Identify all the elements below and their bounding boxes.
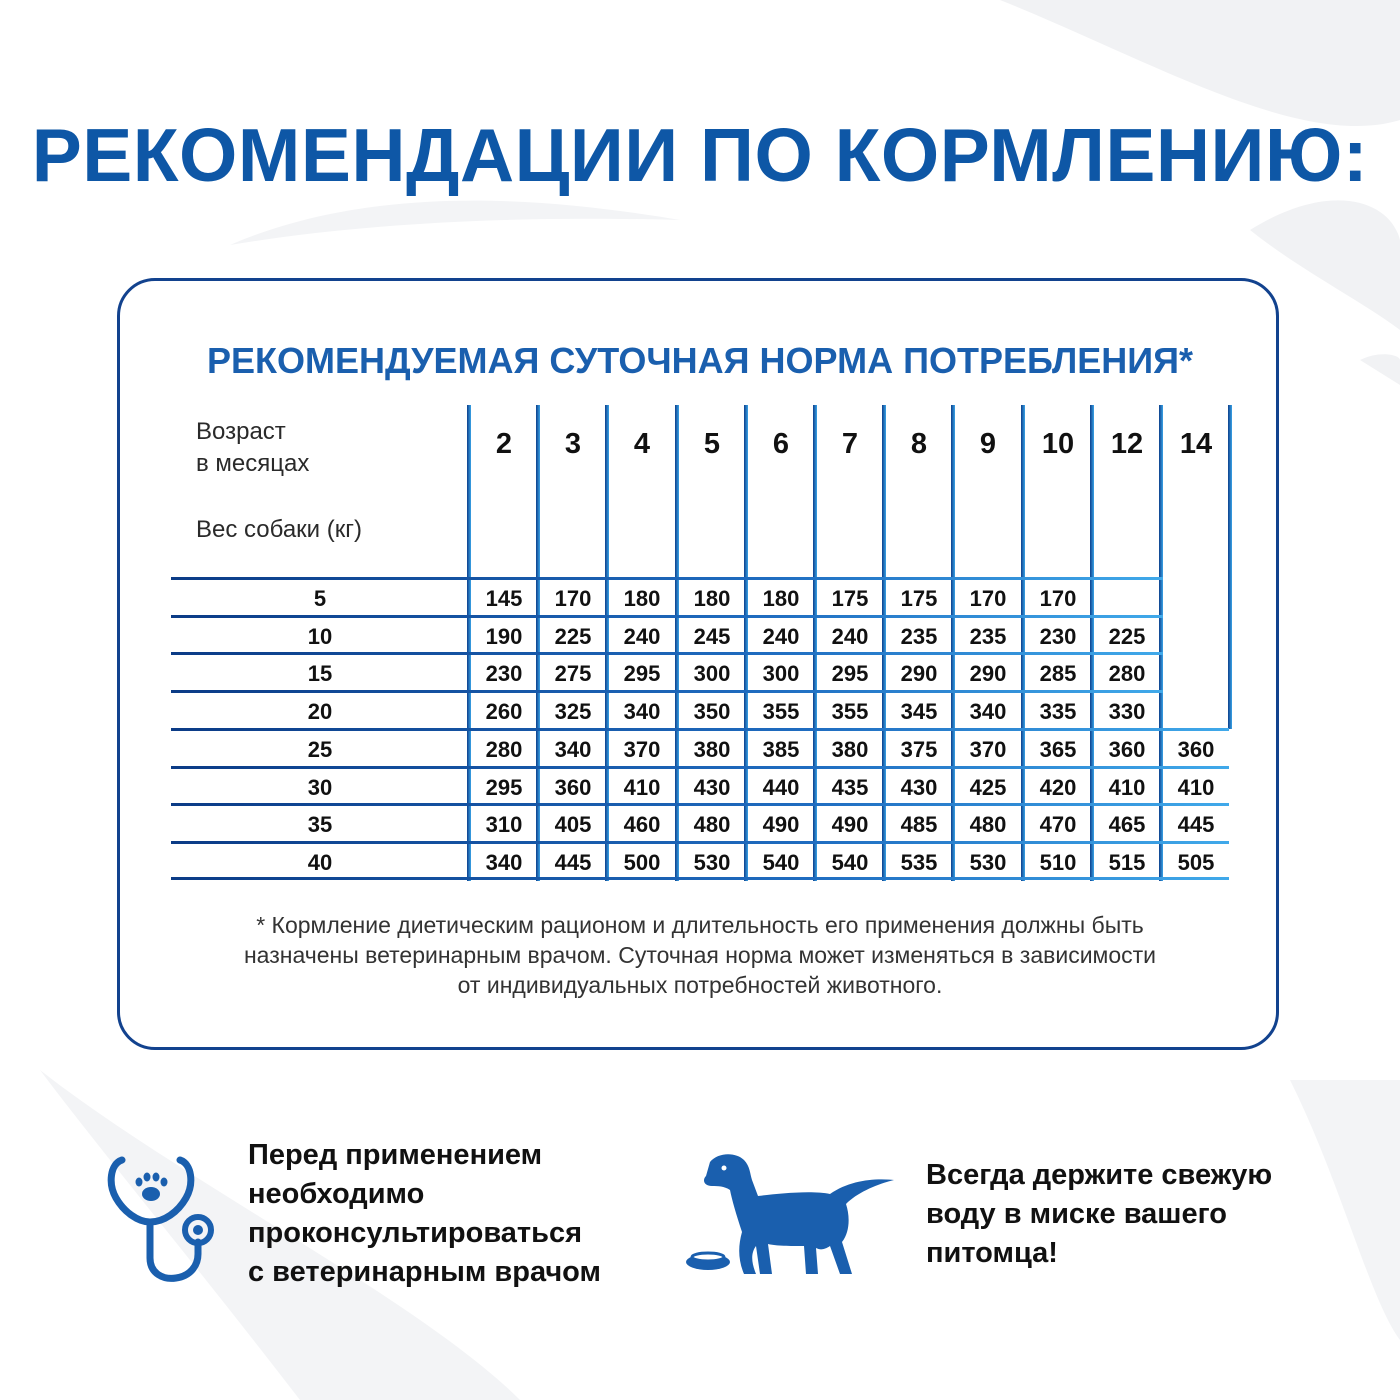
value-cell: 245	[693, 624, 731, 649]
age-header: 6	[772, 428, 790, 460]
value-cell: 440	[762, 775, 800, 800]
stethoscope-paw-icon	[104, 1150, 224, 1285]
page-title: РЕКОМЕНДАЦИИ ПО КОРМЛЕНИЮ:	[31, 113, 1369, 197]
row-divider	[171, 766, 1229, 769]
value-cell: 180	[762, 586, 800, 611]
row-divider	[171, 728, 1229, 731]
value-cell: 235	[969, 624, 1007, 649]
weight-cell: 40	[307, 850, 333, 875]
value-cell: 290	[900, 661, 938, 686]
value-cell: 480	[969, 812, 1007, 837]
vet-note-line: проконсультироваться	[248, 1217, 582, 1249]
dog-with-bowl-icon	[680, 1150, 900, 1280]
value-cell: 370	[623, 737, 661, 762]
value-cell: 170	[554, 586, 592, 611]
value-cell: 365	[1039, 737, 1077, 762]
value-cell: 540	[831, 850, 869, 875]
value-cell: 145	[485, 586, 523, 611]
age-header: 10	[1041, 428, 1075, 460]
value-cell: 240	[831, 624, 869, 649]
value-cell: 345	[900, 699, 938, 724]
age-header: 5	[703, 428, 721, 460]
value-cell: 410	[1108, 775, 1146, 800]
value-cell: 175	[831, 586, 869, 611]
value-cell: 385	[762, 737, 800, 762]
age-header: 12	[1110, 428, 1144, 460]
value-cell: 190	[485, 624, 523, 649]
value-cell: 325	[554, 699, 592, 724]
value-cell: 280	[1108, 661, 1146, 686]
value-cell: 370	[969, 737, 1007, 762]
footnote	[150, 910, 1250, 1000]
age-header: 7	[841, 428, 859, 460]
value-cell: 460	[623, 812, 661, 837]
weight-cell: 10	[307, 624, 333, 649]
age-header: 4	[633, 428, 651, 460]
vet-consult-note	[248, 1136, 601, 1292]
weight-cell: 5	[313, 586, 327, 611]
vet-note-line: необходимо	[248, 1178, 425, 1210]
value-cell: 170	[969, 586, 1007, 611]
value-cell: 170	[1039, 586, 1077, 611]
weight-label: Вес собаки (кг)	[196, 516, 362, 543]
value-cell: 340	[554, 737, 592, 762]
value-cell: 510	[1039, 850, 1077, 875]
value-cell: 340	[969, 699, 1007, 724]
value-cell: 275	[554, 661, 592, 686]
value-cell: 180	[623, 586, 661, 611]
value-cell: 360	[554, 775, 592, 800]
value-cell: 445	[1177, 812, 1215, 837]
weight-cell: 30	[307, 775, 333, 800]
value-cell: 485	[900, 812, 938, 837]
value-cell: 300	[762, 661, 800, 686]
value-cell: 330	[1108, 699, 1146, 724]
value-cell: 470	[1039, 812, 1077, 837]
value-cell: 430	[900, 775, 938, 800]
row-divider	[171, 577, 1163, 580]
weight-cell: 35	[307, 812, 333, 837]
value-cell: 225	[1108, 624, 1146, 649]
weight-cell: 15	[307, 661, 333, 686]
value-cell: 445	[554, 850, 592, 875]
row-divider	[171, 877, 1229, 880]
water-note-line: воду в миске вашего	[926, 1198, 1228, 1230]
value-cell: 230	[485, 661, 523, 686]
row-divider	[171, 803, 1229, 806]
value-cell: 180	[693, 586, 731, 611]
age-header: 14	[1179, 428, 1213, 460]
age-header: 8	[910, 428, 928, 460]
value-cell: 260	[485, 699, 523, 724]
value-cell: 355	[762, 699, 800, 724]
value-cell: 380	[693, 737, 731, 762]
value-cell: 420	[1039, 775, 1077, 800]
value-cell: 490	[762, 812, 800, 837]
value-cell: 410	[623, 775, 661, 800]
row-divider	[171, 615, 1163, 618]
value-cell: 530	[693, 850, 731, 875]
value-cell: 240	[762, 624, 800, 649]
age-header: 3	[564, 428, 582, 460]
vet-note-line: с ветеринарным врачом	[248, 1256, 601, 1288]
row-divider	[171, 652, 1163, 655]
value-cell: 375	[900, 737, 938, 762]
value-cell: 225	[554, 624, 592, 649]
footnote-line: от индивидуальных потребностей животного.	[457, 972, 943, 998]
row-divider	[171, 690, 1163, 693]
value-cell: 435	[831, 775, 869, 800]
value-cell: 300	[693, 661, 731, 686]
value-cell: 410	[1177, 775, 1215, 800]
value-cell: 335	[1039, 699, 1077, 724]
footnote-line: назначены ветеринарным врачом. Суточная норма может изменяться в зависимости	[243, 942, 1157, 968]
value-cell: 350	[693, 699, 731, 724]
value-cell: 240	[623, 624, 661, 649]
value-cell: 540	[762, 850, 800, 875]
value-cell: 465	[1108, 812, 1146, 837]
value-cell: 515	[1108, 850, 1146, 875]
value-cell: 295	[831, 661, 869, 686]
value-cell: 295	[485, 775, 523, 800]
value-cell: 530	[969, 850, 1007, 875]
value-cell: 175	[900, 586, 938, 611]
weight-cell: 20	[307, 699, 333, 724]
value-cell: 430	[693, 775, 731, 800]
value-cell: 230	[1039, 624, 1077, 649]
value-cell: 425	[969, 775, 1007, 800]
value-cell: 340	[485, 850, 523, 875]
value-cell: 480	[693, 812, 731, 837]
value-cell: 505	[1177, 850, 1215, 875]
age-header: 9	[979, 428, 997, 460]
value-cell: 500	[623, 850, 661, 875]
value-cell: 290	[969, 661, 1007, 686]
value-cell: 280	[485, 737, 523, 762]
age-label-line1: Возраст	[196, 418, 286, 445]
value-cell: 310	[485, 812, 523, 837]
age-header: 2	[495, 428, 513, 460]
value-cell: 360	[1108, 737, 1146, 762]
value-cell: 360	[1177, 737, 1215, 762]
footnote-line: * Кормление диетическим рационом и длительность его применения должны быть	[256, 912, 1144, 938]
table-title: РЕКОМЕНДУЕМАЯ СУТОЧНАЯ НОРМА ПОТРЕБЛЕНИЯ*	[207, 340, 1193, 381]
value-cell: 380	[831, 737, 869, 762]
value-cell: 405	[554, 812, 592, 837]
value-cell: 535	[900, 850, 938, 875]
vet-note-line: Перед применением	[248, 1139, 543, 1171]
weight-cell: 25	[307, 737, 333, 762]
water-note	[926, 1156, 1272, 1273]
row-divider	[171, 841, 1229, 844]
value-cell: 340	[623, 699, 661, 724]
water-note-line: питомца!	[926, 1237, 1058, 1269]
value-cell: 295	[623, 661, 661, 686]
value-cell: 490	[831, 812, 869, 837]
value-cell: 235	[900, 624, 938, 649]
value-cell: 355	[831, 699, 869, 724]
water-note-line: Всегда держите свежую	[926, 1159, 1273, 1191]
age-label-line2: в месяцах	[196, 450, 310, 477]
value-cell: 285	[1039, 661, 1077, 686]
